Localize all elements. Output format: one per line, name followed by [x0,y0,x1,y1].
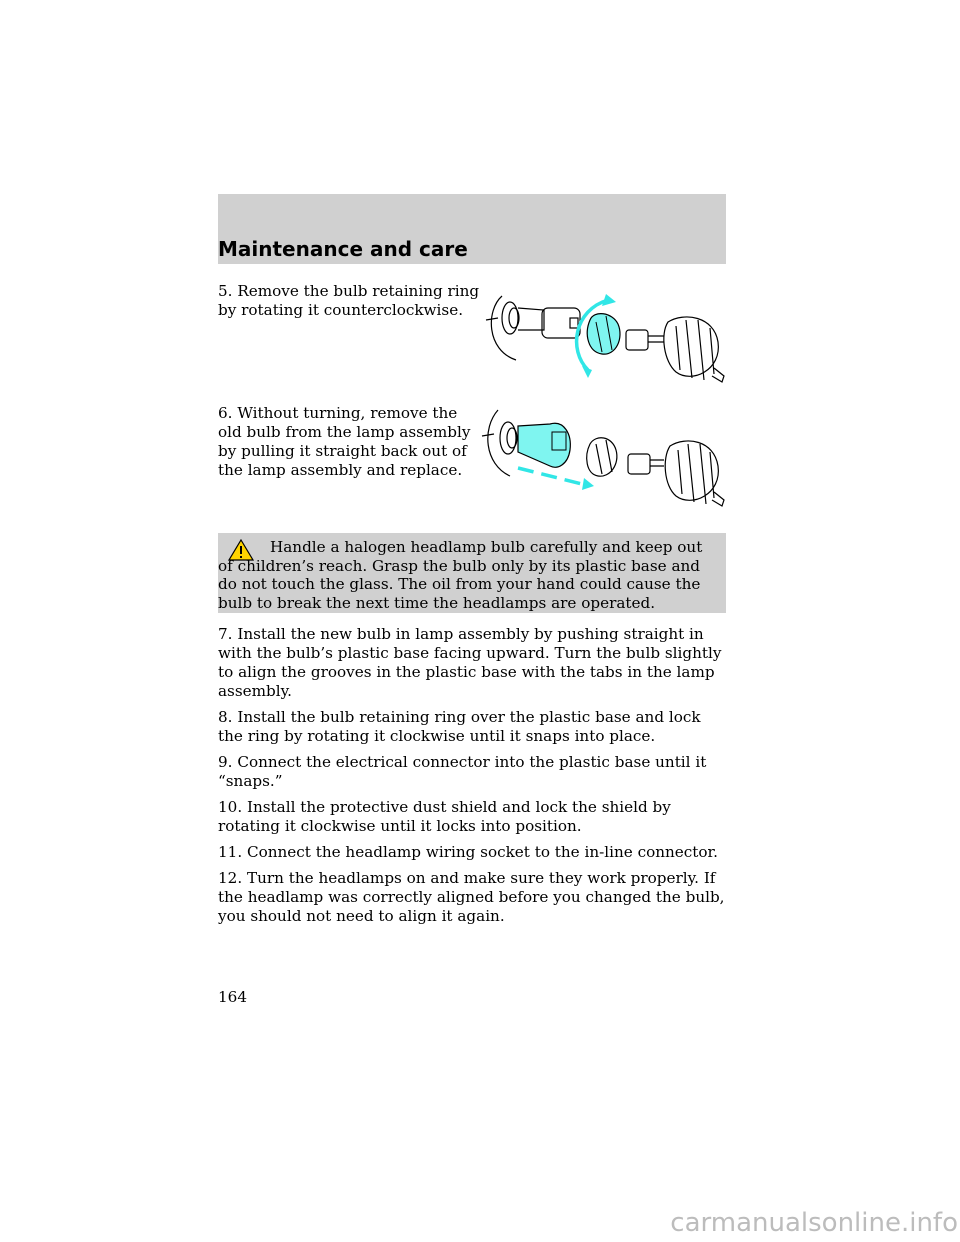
retaining-ring-illustration [478,290,728,390]
step-11: 11. Connect the headlamp wiring socket to the in-line connector. [218,843,718,861]
warning-box [218,533,726,613]
step-5-text: 5. Remove the bulb retaining ring by rotating it counterclockwise. [218,282,480,319]
step-8: 8. Install the bulb retaining ring over the plastic base and lock the ring by rotating it clockwise until it snaps into place. [218,708,701,745]
warning-text: Handle a halogen headlamp bulb carefully and keep out of children’s reach. Grasp the bulb only by its plastic base and do not touch the glass. The oil from your hand could cause the bulb to break the next time the headlamps are operated. [218,538,703,612]
step-7: 7. Install the new bulb in lamp assembly by pushing straight in with the bulb’s plastic base facing upward. Turn the bulb slightly to align the grooves in the plastic base with the tabs in the lamp assembly. [218,625,722,700]
step-9: 9. Connect the electrical connector into the plastic base until it “snaps.” [218,753,707,790]
step-10: 10. Install the protective dust shield and lock the shield by rotating it clockwise until it locks into position. [218,798,671,835]
page-number: 164 [218,988,247,1006]
section-title: Maintenance and care [218,237,468,261]
bulb-highlight [518,423,570,467]
watermark: carmanualsonline.info [670,1208,958,1238]
step-12: 12. Turn the headlamps on and make sure they work properly. If the headlamp was correctly aligned before you changed the bulb, you should not need to align it again. [218,869,725,925]
retaining-ring-highlight [587,314,620,355]
steps-list [218,625,728,933]
bulb-removal-illustration [478,404,728,516]
step-6-text: 6. Without turning, remove the old bulb from the lamp assembly by pulling it straight back out of the lamp assembly and replace. [218,404,471,479]
